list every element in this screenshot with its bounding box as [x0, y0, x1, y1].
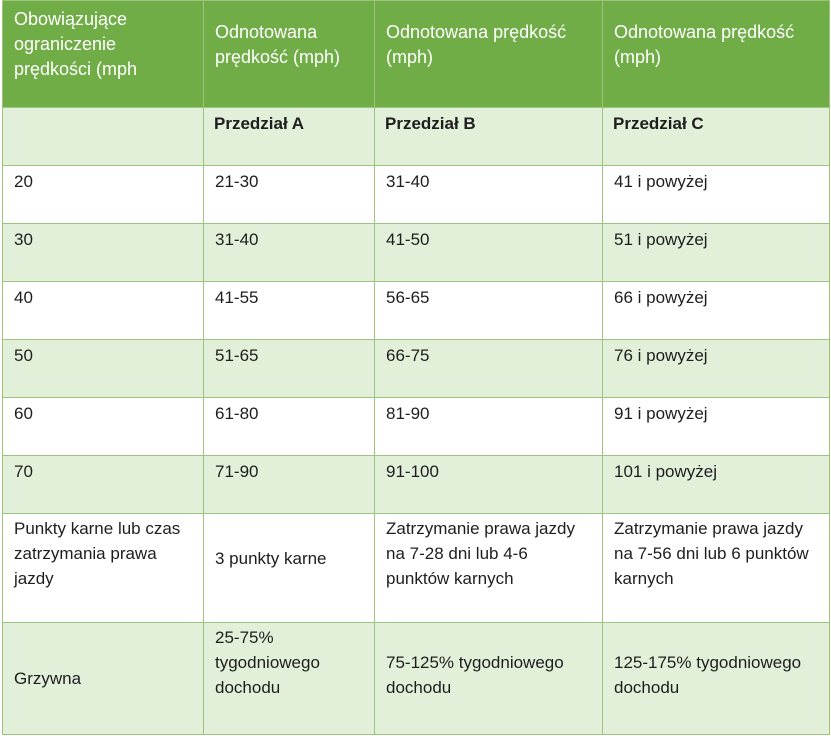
header-recorded-speed-c: Odnotowana prędkość (mph) [603, 1, 830, 108]
band-row [3, 108, 830, 166]
band-c-cell: 91 i powyżej [603, 398, 830, 456]
fine-band-a: 25-75% tygodniowego dochodu [204, 623, 375, 735]
fine-band-c: 125-175% tygodniowego dochodu [603, 623, 830, 735]
band-empty-cell [3, 108, 204, 166]
speed-limit-cell: 50 [3, 340, 204, 398]
band-a-cell: 31-40 [204, 224, 375, 282]
band-c-cell: 76 i powyżej [603, 340, 830, 398]
band-c-cell: 66 i powyżej [603, 282, 830, 340]
table-row [3, 282, 830, 340]
table-row [3, 398, 830, 456]
band-a-cell: 41-55 [204, 282, 375, 340]
speed-limit-cell: 20 [3, 166, 204, 224]
penalty-band-a: 3 punkty karne [204, 514, 375, 623]
band-b-cell: 91-100 [375, 456, 603, 514]
band-b-cell: 31-40 [375, 166, 603, 224]
speeding-fines-table [2, 0, 830, 735]
band-a-cell: 21-30 [204, 166, 375, 224]
penalty-row [3, 514, 830, 623]
speed-limit-cell: 40 [3, 282, 204, 340]
penalty-band-c: Zatrzymanie prawa jazdy na 7-56 dni lub 6 punktów karnych [603, 514, 830, 623]
header-recorded-speed-b: Odnotowana prędkość (mph) [375, 1, 603, 108]
fine-band-b: 75-125% tygodniowego dochodu [375, 623, 603, 735]
table-row [3, 166, 830, 224]
band-a-cell: 71-90 [204, 456, 375, 514]
header-speed-limit: Obowiązujące ograniczenie prędkości (mph [3, 1, 204, 108]
band-a-cell: 51-65 [204, 340, 375, 398]
header-recorded-speed-a: Odnotowana prędkość (mph) [204, 1, 375, 108]
band-b-cell: 81-90 [375, 398, 603, 456]
band-b-cell: 66-75 [375, 340, 603, 398]
band-b-cell: 41-50 [375, 224, 603, 282]
band-c-cell: 41 i powyżej [603, 166, 830, 224]
penalty-label: Punkty karne lub czas zatrzymania prawa jazdy [3, 514, 204, 623]
band-a-label: Przedział A [204, 108, 375, 166]
speed-limit-cell: 60 [3, 398, 204, 456]
band-b-label: Przedział B [375, 108, 603, 166]
speed-limit-cell: 70 [3, 456, 204, 514]
table-row [3, 456, 830, 514]
table-row [3, 224, 830, 282]
penalty-band-b: Zatrzymanie prawa jazdy na 7-28 dni lub 4-6 punktów karnych [375, 514, 603, 623]
speed-limit-cell: 30 [3, 224, 204, 282]
fine-row [3, 623, 830, 735]
fine-label: Grzywna [3, 623, 204, 735]
band-c-cell: 51 i powyżej [603, 224, 830, 282]
band-a-cell: 61-80 [204, 398, 375, 456]
band-b-cell: 56-65 [375, 282, 603, 340]
band-c-label: Przedział C [603, 108, 830, 166]
band-c-cell: 101 i powyżej [603, 456, 830, 514]
header-row [3, 1, 830, 108]
table-row [3, 340, 830, 398]
